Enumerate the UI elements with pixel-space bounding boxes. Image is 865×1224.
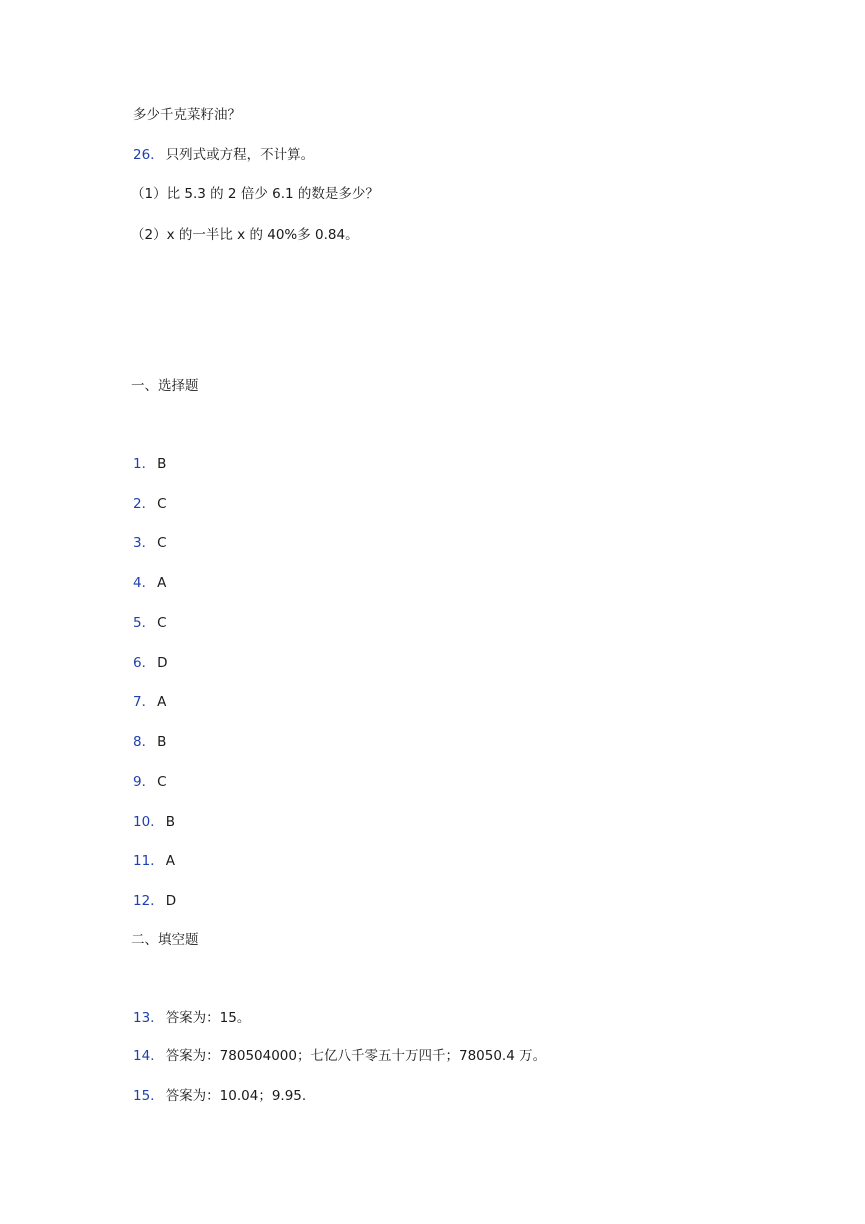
answer-row xyxy=(133,1009,250,1027)
answer-value: A xyxy=(165,853,175,869)
answer-row xyxy=(133,534,167,552)
answer-number: 14 ． xyxy=(133,1048,164,1064)
answer-value: C xyxy=(157,774,167,790)
answer-value: C xyxy=(157,535,167,551)
answer-number: 8 ． xyxy=(133,734,155,750)
section-title-choice: 一、选择题 xyxy=(131,378,199,394)
answer-number: 5 ． xyxy=(133,615,155,631)
question-26 xyxy=(133,146,314,164)
answer-row xyxy=(133,495,167,513)
answer-value: B xyxy=(165,814,175,830)
answer-value: C xyxy=(157,615,167,631)
answer-number: 4 ． xyxy=(133,575,155,591)
answer-value: B xyxy=(157,734,167,750)
answer-number: 3 ． xyxy=(133,535,155,551)
answer-number: 9 ． xyxy=(133,774,155,790)
question-number: 26 ． xyxy=(133,147,164,163)
answer-value: B xyxy=(157,456,167,472)
answer-value: 答案为：780504000；七亿八千零五十万四千；78050.4 万。 xyxy=(165,1048,547,1064)
answer-value: 答案为：10.04；9.95. xyxy=(165,1088,307,1104)
answer-number: 7 ． xyxy=(133,694,155,710)
question-26-sub-2: （2）x 的一半比 x 的 40%多 0.84。 xyxy=(131,227,359,243)
answer-row xyxy=(133,574,166,592)
answer-value: D xyxy=(165,893,177,909)
question-text: 只列式或方程，不计算。 xyxy=(165,147,315,163)
answer-row xyxy=(133,773,167,791)
answer-row xyxy=(133,852,175,870)
answer-row xyxy=(133,614,167,632)
answer-value: 答案为：15。 xyxy=(165,1010,251,1026)
answer-row xyxy=(133,693,166,711)
answer-value: A xyxy=(157,694,167,710)
answer-number: 11 ． xyxy=(133,853,164,869)
answer-number: 1 ． xyxy=(133,456,155,472)
answer-value: D xyxy=(157,655,168,671)
answer-row xyxy=(133,1047,546,1065)
answer-number: 10 ． xyxy=(133,814,164,830)
answer-row xyxy=(133,654,168,672)
answer-number: 15 ． xyxy=(133,1088,164,1104)
question-26-sub-1: （1）比 5.3 的 2 倍少 6.1 的数是多少？ xyxy=(131,186,379,202)
answer-value: A xyxy=(157,575,167,591)
section-title-fill-in: 二、填空题 xyxy=(131,932,199,948)
answer-row xyxy=(133,813,175,831)
answer-value: C xyxy=(157,496,167,512)
answer-number: 12 ． xyxy=(133,893,164,909)
answer-number: 6 ． xyxy=(133,655,155,671)
question-tail-text: 多少千克菜籽油？ xyxy=(133,107,241,123)
answer-row xyxy=(133,1087,306,1105)
answer-row xyxy=(133,733,166,751)
answer-number: 2 ． xyxy=(133,496,155,512)
answer-row xyxy=(133,892,176,910)
answer-row xyxy=(133,455,166,473)
answer-number: 13 ． xyxy=(133,1010,164,1026)
